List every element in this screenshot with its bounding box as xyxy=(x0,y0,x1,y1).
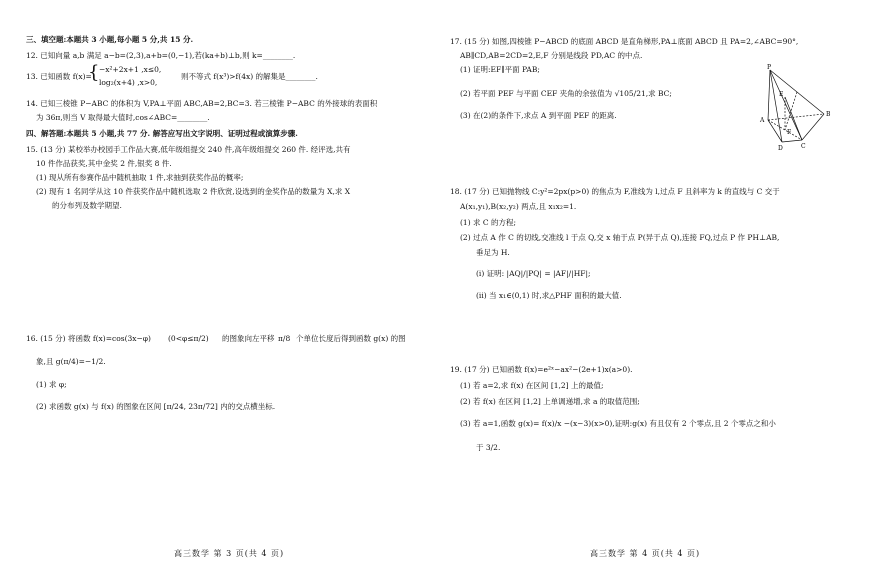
question-18-part-2-line-1: (2) 过点 A 作 C 的切线,交准线 l 于点 Q,交 x 轴于点 P(异于点 Q),连接 FQ,过点 P 作 PH⊥AB, xyxy=(460,233,780,242)
question-17-part-2: (2) 若平面 PEF 与平面 CEF 夹角的余弦值为 √105/21,求 BC; xyxy=(460,89,672,98)
brace: { xyxy=(88,62,100,83)
question-19-part-3-line-2: 于 3/2. xyxy=(476,443,501,452)
question-16-line-1e: 个单位长度后得到函数 g(x) 的图 xyxy=(296,334,406,343)
question-14-line-1: 14. 已知三棱锥 P−ABC 的体积为 V,PA⊥平面 ABC,AB=2,BC=3. 若三棱锥 P−ABC 的外接球的表面积 xyxy=(26,99,378,108)
question-12: 12. 已知向量 a,b 满足 a−b=(2,3),a+b=(0,−1),若(ka+b)⊥b,则 k=________. xyxy=(26,51,296,60)
page-4 xyxy=(450,0,846,578)
page-3 xyxy=(26,0,426,578)
question-16-part-1: (1) 求 φ; xyxy=(36,380,67,389)
label-B: B xyxy=(826,111,831,118)
question-18-part-i: (i) 证明: |AQ|/|PQ| = |AF|/|HF|; xyxy=(476,269,591,278)
section-4-header: 四、解答题:本题共 5 小题,共 77 分. 解答应写出文字说明、证明过程或演算步骤. xyxy=(26,129,298,138)
question-16-line-1d: π/8 xyxy=(278,334,291,343)
question-17-line-2: AB∥CD,AB=2CD=2,E,F 分别是线段 PD,AC 的中点. xyxy=(460,51,643,60)
question-19-part-3-line-1: (3) 若 a=1,函数 g(x)= f(x)/x −(x−3)(x>0),证明:g(x) 有且仅有 2 个零点,且 2 个零点之和小 xyxy=(460,419,776,428)
question-19-part-2: (2) 若 f(x) 在区间 [1,2] 上单调递增,求 a 的取值范围; xyxy=(460,397,640,406)
label-F: F xyxy=(787,129,792,136)
question-18-part-1: (1) 求 C 的方程; xyxy=(460,218,517,227)
question-16-line-2: 象,且 g(π/4)=−1/2. xyxy=(36,357,106,366)
pyramid-figure xyxy=(758,64,838,152)
question-13-prefix: 13. 已知函数 f(x)= xyxy=(26,72,92,81)
label-A: A xyxy=(760,117,765,124)
question-17-line-1: 17. (15 分) 如图,四棱锥 P−ABCD 的底面 ABCD 是直角梯形,PA⊥底面 ABCD 且 PA=2,∠ABC=90°, xyxy=(450,37,799,46)
question-15-line-1: 15. (13 分) 某校举办校园手工作品大赛,低年级组提交 240 件,高年级组提交 260 件. 经评选,共有 xyxy=(26,145,351,154)
question-18-line-1: 18. (17 分) 已知抛物线 C:y²=2px(p>0) 的焦点为 F,准线为 l,过点 F 且斜率为 k 的直线与 C 交于 xyxy=(450,187,780,196)
question-15-line-2: 10 件作品获奖,其中金奖 2 件,银奖 8 件. xyxy=(36,159,172,168)
question-19-line-1: 19. (17 分) 已知函数 f(x)=e²ˣ−ax²−(2e+1)x(a>0). xyxy=(450,365,633,374)
question-19-part-1: (1) 若 a=2,求 f(x) 在区间 [1,2] 上的最值; xyxy=(460,381,604,390)
label-E: E xyxy=(779,91,784,98)
question-18-part-2-line-2: 垂足为 H. xyxy=(476,248,510,257)
label-P: P xyxy=(767,64,772,71)
question-17-part-3: (3) 在(2)的条件下,求点 A 到平面 PEF 的距离. xyxy=(460,111,617,120)
question-15-part-2-line-1: (2) 现有 1 名同学从这 10 件获奖作品中随机选取 2 件欣赏,设选到的金奖作品的数量为 X,求 X xyxy=(36,187,351,196)
question-18-part-ii: (ii) 当 x₁∈(0,1) 时,求△PHF 面积的最大值. xyxy=(476,291,622,300)
question-16-part-2: (2) 求函数 g(x) 与 f(x) 的图象在区间 [π/24, 23π/72] 内的交点横坐标. xyxy=(36,402,276,411)
question-17-part-1: (1) 证明:EF∥平面 PAB; xyxy=(460,65,540,74)
question-16-line-1a: 16. (15 分) 将函数 f(x)=cos(3x−φ) xyxy=(26,334,151,343)
label-C: C xyxy=(801,143,806,150)
question-16-line-1b: (0<φ≤π/2) xyxy=(168,334,209,343)
label-D: D xyxy=(778,145,783,152)
question-13-case-2: log₂(x+4) ,x>0, xyxy=(99,78,158,87)
question-15-part-2-line-2: 的分布列及数学期望. xyxy=(52,201,122,210)
page-4-footer: 高三数学 第 4 页(共 4 页) xyxy=(590,549,701,558)
question-15-part-1: (1) 现从所有参赛作品中随机抽取 1 件,求抽到获奖作品的概率; xyxy=(36,173,244,182)
question-13-case-1: −x²+2x+1 ,x≤0, xyxy=(99,65,162,74)
question-13-suffix: 则不等式 f(x³)>f(4x) 的解集是________. xyxy=(181,72,318,81)
page-3-footer: 高三数学 第 3 页(共 4 页) xyxy=(174,549,285,558)
question-14-line-2: 为 36π,则当 V 取得最大值时,cos∠ABC=________. xyxy=(36,113,210,122)
question-18-line-2: A(x₁,y₁),B(x₂,y₂) 两点,且 x₁x₂=1. xyxy=(460,202,577,211)
question-16-line-1c: 的图象向左平移 xyxy=(222,334,275,343)
section-3-header: 三、填空题:本题共 3 小题,每小题 5 分,共 15 分. xyxy=(26,35,194,44)
